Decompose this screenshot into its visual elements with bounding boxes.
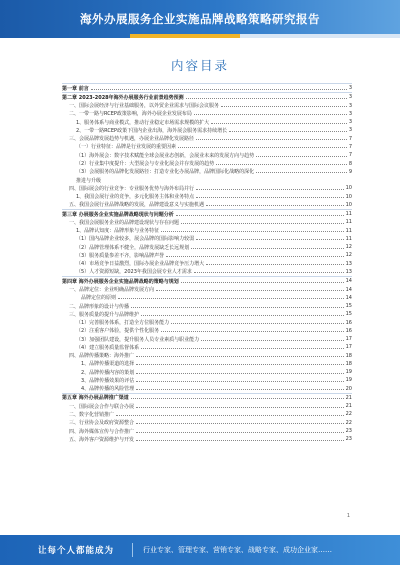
toc-entry[interactable] — [62, 92, 352, 101]
toc-entry[interactable] — [62, 251, 352, 259]
toc-entry-page: 16 — [345, 327, 352, 334]
toc-entry-page: 14 — [345, 286, 352, 293]
toc-dot-leader — [136, 364, 343, 365]
toc-entry-page: 17 — [345, 336, 352, 343]
toc-dot-leader — [229, 131, 347, 132]
toc-entry-page: 11 — [345, 227, 352, 234]
toc-entry-page: 13 — [345, 268, 352, 275]
toc-entry[interactable] — [62, 327, 352, 335]
toc-dot-leader — [221, 106, 347, 107]
table-of-contents — [62, 83, 352, 443]
toc-entry[interactable] — [62, 110, 352, 118]
toc-dot-leader — [136, 440, 344, 441]
toc-entry-title: 一、品牌定位：企业明确品牌发展方向 — [69, 287, 155, 293]
toc-dot-leader — [206, 264, 343, 265]
toc-dot-leader — [136, 381, 343, 382]
toc-dot-leader — [91, 89, 347, 90]
toc-entry[interactable] — [62, 419, 352, 427]
toc-entry-page: 8 — [348, 160, 352, 167]
toc-dot-leader — [136, 423, 344, 424]
toc-entry-title: 推进与升级 — [76, 177, 102, 184]
toc-entry-title: 第四章 海外办展服务企业实施品牌战略的策略与规划 — [62, 278, 179, 285]
toc-dot-leader — [136, 356, 344, 357]
toc-dot-leader — [196, 189, 344, 190]
toc-entry[interactable] — [62, 151, 352, 159]
toc-dot-leader — [186, 98, 347, 99]
toc-entry[interactable] — [62, 310, 352, 318]
toc-entry-title: （1）国内品牌企业较多，展会品牌的国际影响力较弱 — [76, 236, 195, 243]
toc-entry-title: （一）行业特征：品牌是行业发展的重要因素 — [76, 144, 177, 151]
toc-entry[interactable] — [62, 118, 352, 126]
toc-entry[interactable] — [62, 285, 352, 293]
toc-entry[interactable] — [62, 176, 352, 184]
toc-entry-title: （4）建立服务质量监督体系 — [76, 344, 140, 351]
toc-entry-title: （4）市场竞争日益激烈，国际办展企业品牌竞争压力增大 — [76, 261, 205, 268]
toc-entry[interactable] — [62, 102, 352, 110]
toc-dot-leader — [256, 156, 347, 157]
toc-entry[interactable] — [62, 435, 352, 443]
toc-dot-leader — [194, 114, 347, 115]
footer-slogan: 让每个人都能成为 — [38, 546, 115, 556]
toc-dot-leader — [131, 398, 344, 399]
toc-entry-title: 五、我国会展行业品牌战略的发展，品牌建设意义与实施机遇 — [69, 202, 205, 209]
toc-entry[interactable] — [62, 335, 352, 343]
toc-dot-leader — [136, 407, 344, 408]
toc-entry-page: 20 — [345, 385, 352, 392]
toc-entry-title: （2）品牌管理体系不健全，品牌发展缺乏长远规划 — [76, 244, 190, 251]
toc-entry-title: 3、品牌传播效果的评估 — [81, 377, 135, 384]
toc-entry-title: 品牌定位的原则 — [81, 295, 117, 302]
toc-entry-page: 10 — [345, 201, 352, 208]
toc-entry-page: 15 — [345, 303, 352, 310]
toc-dot-leader — [136, 389, 343, 390]
toc-dot-leader — [181, 223, 344, 224]
toc-entry[interactable] — [62, 276, 352, 285]
toc-entry-title: 一、我国会展服务企业的品牌建设现状与存在问题 — [69, 219, 180, 226]
toc-entry-page: 9 — [348, 168, 352, 175]
toc-entry-page: 13 — [345, 260, 352, 267]
toc-entry-title: 三、服务质量的提升与品牌维护 — [69, 311, 140, 318]
toc-dot-leader — [161, 331, 343, 332]
toc-entry-title: 三、行业协会及政府资源整合 — [69, 420, 135, 427]
toc-entry-title: 二、数字化营销推广 — [69, 411, 115, 418]
toc-entry-title: 四、国际展会的行业竞争：专业服务优势与海外布局并行 — [69, 185, 195, 192]
toc-entry-page: 23 — [345, 428, 352, 435]
toc-entry-title: 1、品牌传播渠道的选择 — [81, 361, 135, 368]
toc-entry-page: 17 — [345, 344, 352, 351]
toc-entry[interactable] — [62, 168, 352, 176]
toc-entry[interactable] — [62, 294, 352, 302]
toc-entry-page: 10 — [345, 193, 352, 200]
toc-entry-title: 第五章 海外办展品牌推广渠道 — [62, 395, 129, 402]
toc-entry-page: 15 — [345, 311, 352, 318]
toc-entry-page: 14 — [345, 278, 352, 285]
toc-entry-page: 3 — [348, 119, 352, 126]
toc-dot-leader — [201, 340, 343, 341]
toc-entry-title: 一、国际展会合作与联合办展 — [69, 403, 135, 410]
toc-dot-leader — [156, 290, 344, 291]
toc-dot-leader — [211, 123, 347, 124]
toc-entry[interactable] — [62, 402, 352, 410]
toc-entry[interactable] — [62, 318, 352, 326]
toc-dot-leader — [191, 248, 343, 249]
toc-entry[interactable] — [62, 302, 352, 310]
toc-dot-leader — [116, 415, 344, 416]
toc-entry-page: 3 — [348, 110, 352, 117]
toc-entry-page: 21 — [345, 394, 352, 401]
toc-heading: 内容目录 — [170, 58, 229, 73]
toc-dot-leader — [131, 307, 344, 308]
toc-dot-leader — [141, 348, 343, 349]
toc-entry[interactable] — [62, 393, 352, 402]
toc-entry-page: 3 — [348, 102, 352, 109]
toc-entry[interactable] — [62, 201, 352, 209]
toc-entry-page: 12 — [345, 244, 352, 251]
toc-entry-title: 1、品牌认知度：品牌形象与业务特征 — [76, 228, 160, 235]
toc-entry-page: 12 — [345, 252, 352, 259]
toc-entry-title: 1、服务体系与商业模式，推动行业稳定市场需求规模的扩大 — [76, 119, 210, 126]
toc-dot-leader — [161, 231, 343, 232]
toc-dot-leader — [118, 298, 344, 299]
footer-tagline: 行业专家、管理专家、营销专家、战略专家、成功企业家…… — [143, 546, 332, 554]
toc-entry-title: （2）注重客户体验，提供个性化服务 — [76, 328, 160, 335]
toc-entry[interactable] — [62, 352, 352, 360]
report-title: 海外办展服务企业实施品牌战略策略研究报告 — [80, 12, 320, 26]
toc-dot-leader — [196, 139, 347, 140]
toc-entry-page: 7 — [348, 135, 352, 142]
toc-dot-leader — [178, 147, 347, 148]
toc-entry-title: （5）人才资源短缺，2023年我国会展专业人才需求 — [76, 269, 192, 276]
toc-entry-title: （1）完善服务体系，打造全方位服务能力 — [76, 320, 170, 327]
toc-dot-leader — [196, 239, 343, 240]
toc-entry[interactable] — [62, 410, 352, 418]
header-accent-bar — [130, 34, 240, 38]
toc-entry[interactable] — [62, 227, 352, 235]
toc-entry-page: 11 — [345, 219, 352, 226]
report-header-banner — [0, 0, 400, 38]
toc-dot-leader — [194, 272, 344, 273]
toc-entry-page: 11 — [345, 211, 352, 218]
toc-entry-title: 4、品牌传播的风险管理 — [81, 386, 135, 393]
toc-entry[interactable] — [62, 143, 352, 151]
toc-entry-page: 11 — [345, 235, 352, 242]
footer-divider — [132, 543, 133, 557]
toc-entry[interactable] — [62, 126, 352, 134]
footer-banner — [0, 535, 400, 565]
toc-entry-page: 19 — [345, 377, 352, 384]
toc-dot-leader — [176, 215, 344, 216]
toc-entry-title: 四、品牌传播策略：海外推广 — [69, 353, 135, 360]
toc-entry[interactable] — [62, 368, 352, 376]
toc-entry-page: 19 — [345, 369, 352, 376]
toc-entry-page: 14 — [345, 294, 352, 301]
toc-dot-leader — [136, 432, 344, 433]
toc-entry-page: 22 — [345, 419, 352, 426]
toc-entry-title: 2、一带一路RCEP政策下国内企业出海，海外展会服务需求持续增长 — [76, 127, 228, 134]
toc-entry[interactable] — [62, 159, 352, 167]
toc-entry-title: （3）会展服务的品牌化发展路径：打造专业化办展品牌，品牌国际化战略的深化 — [76, 169, 255, 176]
toc-entry[interactable] — [62, 427, 352, 435]
toc-dot-leader — [206, 205, 344, 206]
header-accent-bar-right — [240, 34, 400, 38]
toc-entry-page: 22 — [345, 411, 352, 418]
toc-entry-page: 18 — [345, 360, 352, 367]
toc-entry-title: 第三章 办展服务企业实施品牌战略现状与问题分析 — [62, 211, 174, 218]
toc-entry-page: 21 — [345, 403, 352, 410]
toc-entry[interactable] — [62, 83, 352, 92]
toc-entry-page: 7 — [348, 143, 352, 150]
toc-entry[interactable] — [62, 343, 352, 351]
toc-entry-page: 10 — [345, 185, 352, 192]
toc-entry-title: 一、国际会展经济与行业基础服务，以外贸企业需求与国际会议服务 — [69, 103, 220, 110]
toc-entry-page: 3 — [348, 94, 352, 101]
toc-entry[interactable] — [62, 268, 352, 276]
toc-entry[interactable] — [62, 235, 352, 243]
toc-dot-leader — [256, 172, 347, 173]
toc-entry-title: （2）行业集中度提升：大型展会与专业化展会并存发展的趋势 — [76, 161, 215, 168]
toc-entry-page: 3 — [348, 127, 352, 134]
toc-dot-leader — [166, 256, 343, 257]
toc-dot-leader — [171, 323, 343, 324]
toc-entry-page: 23 — [345, 436, 352, 443]
toc-entry-title: 五、海外客户资源维护与开发 — [69, 436, 135, 443]
toc-entry-page: 18 — [345, 352, 352, 359]
toc-dot-leader — [216, 164, 347, 165]
toc-entry-title: （1）海外展会：数字技术赋能全球会展业态创新，会展业未来的发展方向与趋势 — [76, 152, 255, 159]
page-number: 1 — [346, 513, 350, 519]
toc-entry-page: 16 — [345, 319, 352, 326]
toc-entry[interactable] — [62, 184, 352, 192]
toc-entry[interactable] — [62, 192, 352, 200]
toc-entry[interactable] — [62, 260, 352, 268]
toc-entry-title: 第二章 2023-2028年海外办展服务行业前景趋势预测 — [62, 94, 184, 101]
toc-entry-title: 三、会展品牌发展趋势与机遇，办展企业品牌化发展路径 — [69, 136, 195, 143]
toc-entry-title: 2、品牌传播内容的策划 — [81, 369, 135, 376]
toc-entry-page: 7 — [348, 152, 352, 159]
toc-entry[interactable] — [62, 376, 352, 384]
toc-dot-leader — [196, 197, 343, 198]
toc-entry-page: 3 — [348, 85, 352, 92]
toc-entry-title: 二、品牌形象的设计与传播 — [69, 303, 130, 310]
toc-entry[interactable] — [62, 360, 352, 368]
toc-entry[interactable] — [62, 243, 352, 251]
toc-entry-title: （3）加强团队建设，提升服务人员专业素质与职业能力 — [76, 336, 200, 343]
toc-dot-leader — [181, 282, 344, 283]
toc-dot-leader — [141, 315, 344, 316]
toc-entry[interactable] — [62, 385, 352, 393]
toc-entry-title: 四、海外媒体宣传与合作推广 — [69, 428, 135, 435]
toc-entry-title: （3）服务质量参差不齐，影响品牌声誉 — [76, 252, 165, 259]
toc-entry[interactable] — [62, 209, 352, 218]
toc-entry-title: 第一章 前言 — [62, 85, 89, 92]
toc-entry-title: 1、我国会展行业的竞争，多元化服务主体和业务特点 — [76, 194, 195, 201]
toc-entry[interactable] — [62, 135, 352, 143]
toc-entry[interactable] — [62, 218, 352, 226]
toc-entry-title: 二、一带一路与RCEP政策影响，海外办展企业发展布局 — [69, 111, 192, 118]
toc-dot-leader — [136, 373, 343, 374]
